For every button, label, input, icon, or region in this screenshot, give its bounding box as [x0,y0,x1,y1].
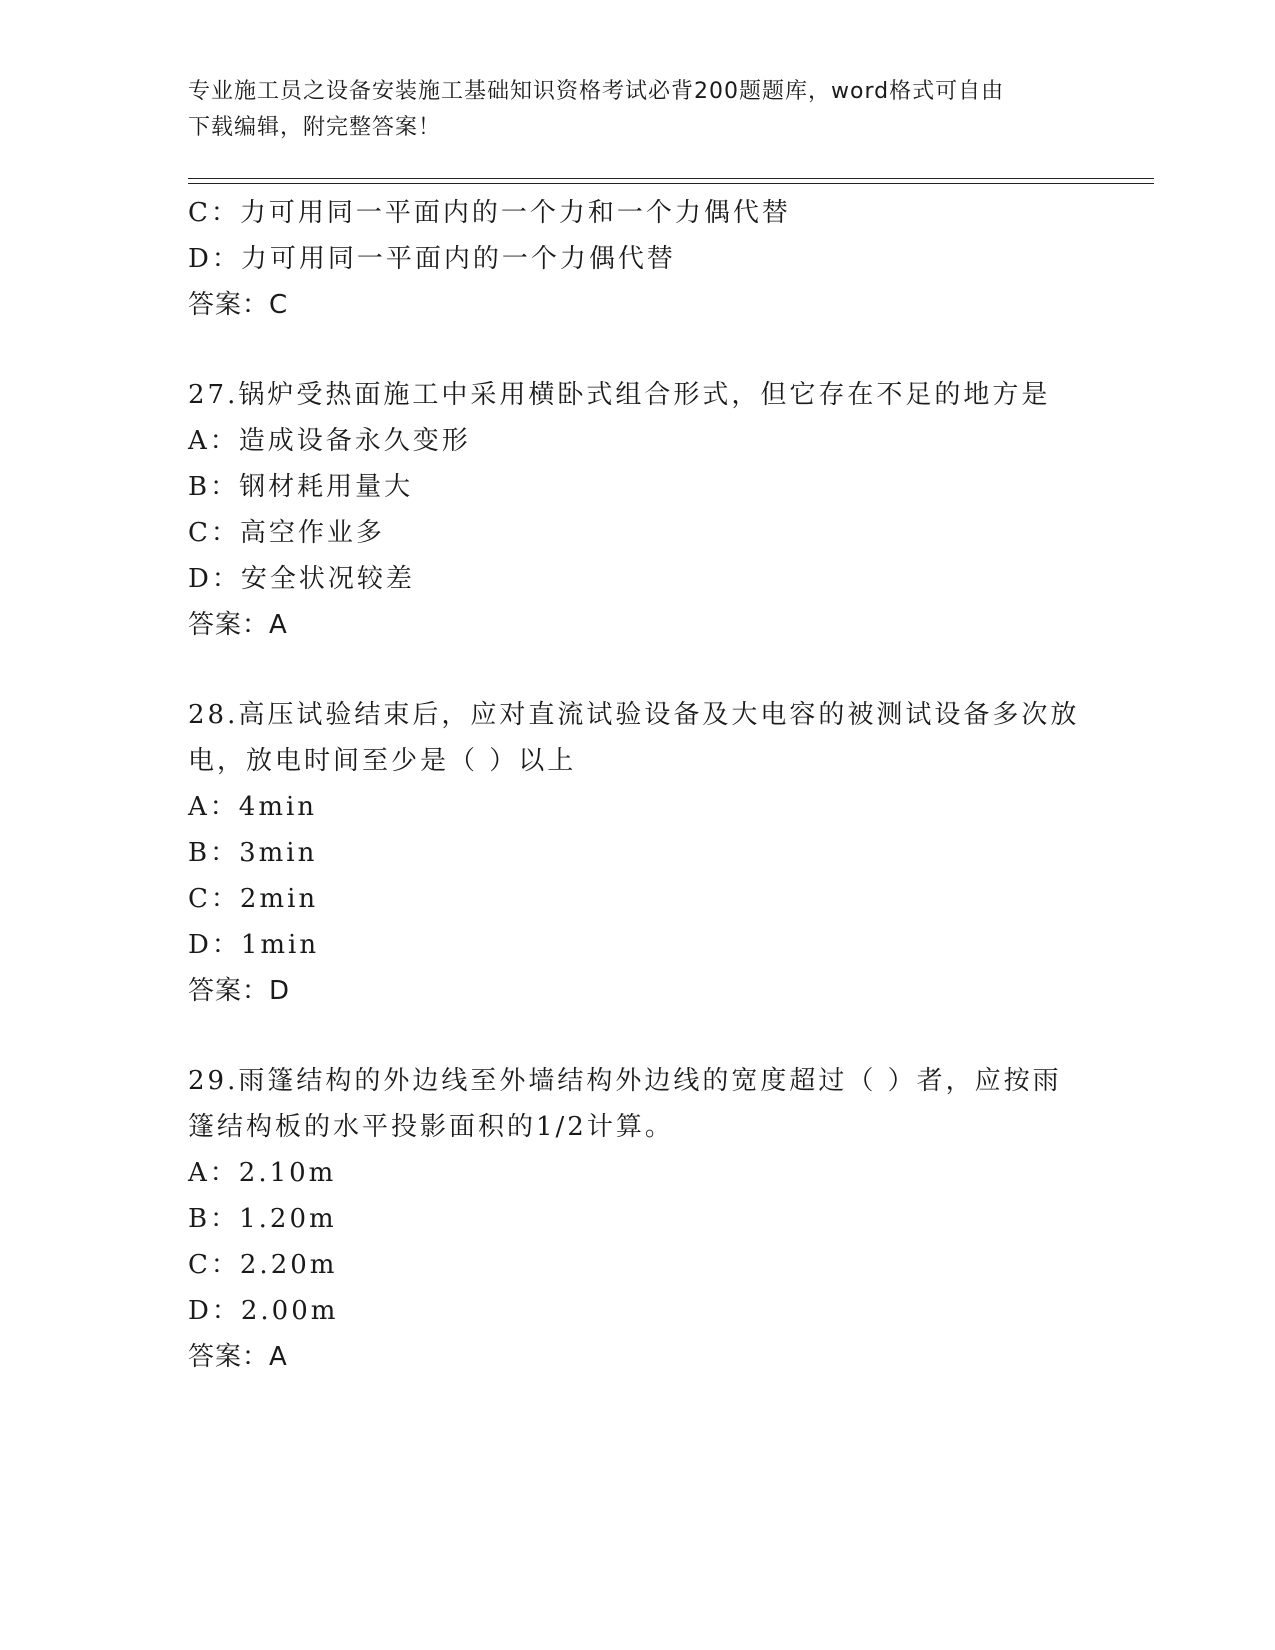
option-d: D：力可用同一平面内的一个力偶代替 [188,244,676,274]
spacer [188,1014,1088,1058]
option-b: B：1.20m [188,1204,337,1234]
option-a: A：4min [188,792,318,822]
option-b: B：钢材耗用量大 [188,472,414,502]
option-a: A：造成设备永久变形 [188,426,471,456]
question-27 [188,372,1088,648]
header-divider-top [188,178,1154,179]
header-line-1: 专业施工员之设备安装施工基础知识资格考试必背200题题库，word格式可自由 [188,79,1005,104]
spacer [188,648,1088,692]
header-divider-bottom [188,183,1154,184]
question-28 [188,692,1088,1014]
question-stem-line-1: 29.雨篷结构的外边线至外墙结构外边线的宽度超过（ ）者，应按雨 [188,1066,1062,1096]
option-a: A：2.10m [188,1158,337,1188]
option-c: C：高空作业多 [188,518,385,548]
question-29 [188,1058,1088,1380]
option-c: C：力可用同一平面内的一个力和一个力偶代替 [188,198,791,228]
question-stem-line-1: 28.高压试验结束后，应对直流试验设备及大电容的被测试设备多次放 [188,700,1080,730]
option-d: D：1min [188,930,320,960]
question-stem-line-2: 电，放电时间至少是（ ）以上 [188,746,577,776]
option-c: C：2min [188,884,319,914]
question-stem: 27.锅炉受热面施工中采用横卧式组合形式，但它存在不足的地方是 [188,380,1051,410]
option-b: B：3min [188,838,318,868]
option-d: D：安全状况较差 [188,564,415,594]
spacer [188,328,1088,372]
option-d: D：2.00m [188,1296,339,1326]
answer: 答案：A [188,1342,288,1372]
answer: 答案：D [188,976,291,1006]
option-c: C：2.20m [188,1250,338,1280]
answer: 答案：A [188,610,288,640]
document-header [188,74,1088,146]
answer: 答案：C [188,290,289,320]
header-line-2: 下载编辑，附完整答案！ [188,115,442,140]
question-list [188,190,1088,1380]
question-stem-line-2: 篷结构板的水平投影面积的1/2计算。 [188,1112,674,1142]
question-26-tail [188,190,1088,328]
